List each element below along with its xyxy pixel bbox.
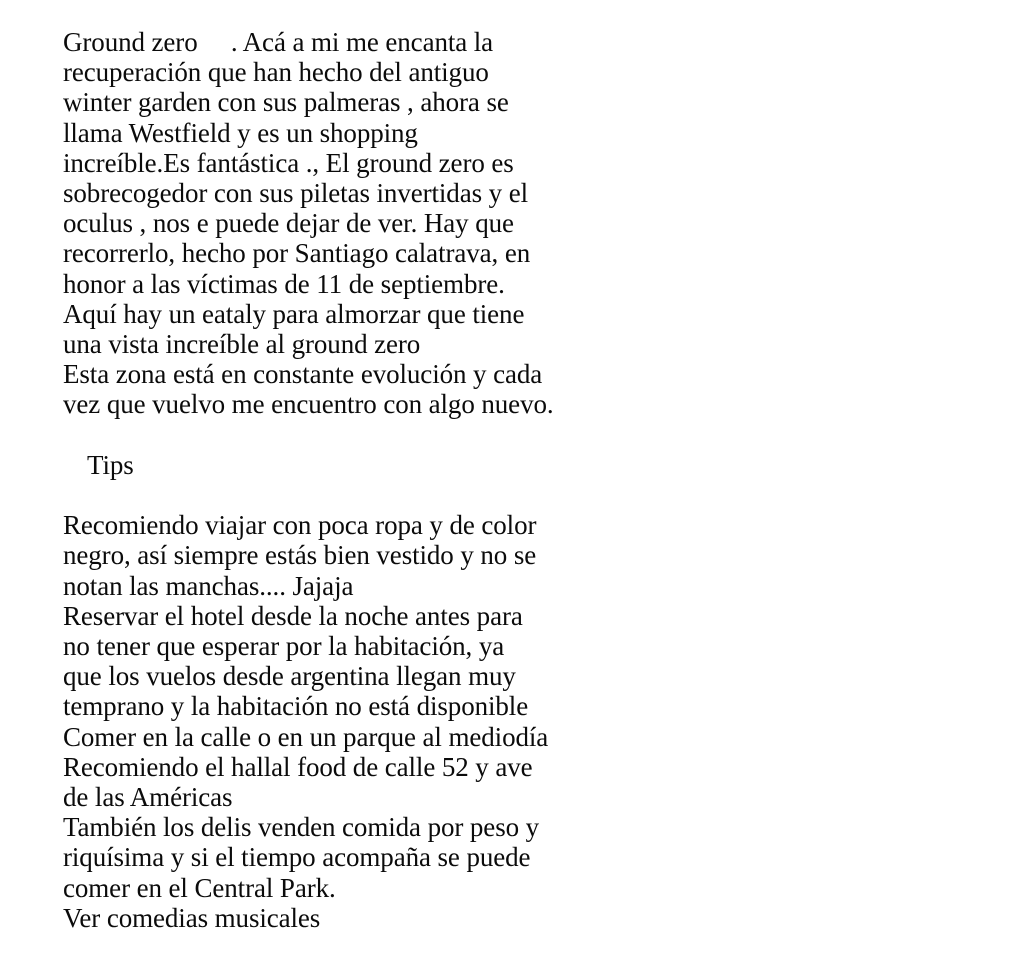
tip-line: Recomiendo el hallal food de calle 52 y ave <box>63 751 533 782</box>
tip-line: no tener que esperar por la habitación, ya <box>63 631 505 662</box>
document-page <box>63 27 663 933</box>
tip-line: negro, así siempre estás bien vestido y no se <box>63 540 537 571</box>
tip-line: temprano y la habitación no está disponible <box>63 691 529 722</box>
tip-line: comer en el Central Park. <box>63 872 336 903</box>
tip-line: de las Américas <box>63 782 233 813</box>
tip-line: que los vuelos desde argentina llegan muy <box>63 661 516 692</box>
tips-heading: Tips <box>87 449 134 480</box>
text-line: vez que vuelvo me encuentro con algo nuevo. <box>63 389 554 420</box>
text-line: llama Westfield y es un shopping <box>63 117 418 148</box>
tip-line: Comer en la calle o en un parque al mediodía <box>63 721 549 752</box>
text-line: Esta zona está en constante evolución y cada <box>63 359 543 390</box>
text-line: sobrecogedor con sus piletas invertidas y el <box>63 178 528 209</box>
tips-list <box>63 510 663 933</box>
tip-line: notan las manchas.... Jajaja <box>63 570 354 601</box>
tip-line: También los delis venden comida por peso y <box>63 812 540 843</box>
text-line: oculus , nos e puede dejar de ver. Hay que <box>63 208 514 239</box>
text-line: una vista increíble al ground zero <box>63 329 421 360</box>
paragraph-spacer <box>63 420 663 450</box>
text-line: Ground zero . Acá a mi me encanta la <box>63 27 494 57</box>
text-line: recorrerlo, hecho por Santiago calatrava, en <box>63 238 531 269</box>
paragraph-spacer <box>63 480 663 510</box>
text-line: increíble.Es fantástica ., El ground zero es <box>63 147 514 178</box>
text-line: honor a las víctimas de 11 de septiembre. <box>63 268 505 299</box>
tip-line: Reservar el hotel desde la noche antes para <box>63 600 523 631</box>
tip-line: riquísima y si el tiempo acompaña se puede <box>63 842 531 873</box>
intro-paragraph <box>63 27 663 420</box>
tip-line: Ver comedias musicales <box>63 902 321 933</box>
text-line: Aquí hay un eataly para almorzar que tiene <box>63 298 525 329</box>
text-line: recuperación que han hecho del antiguo <box>63 57 489 88</box>
tip-line: Recomiendo viajar con poca ropa y de color <box>63 510 537 541</box>
text-line: winter garden con sus palmeras , ahora se <box>63 87 509 118</box>
